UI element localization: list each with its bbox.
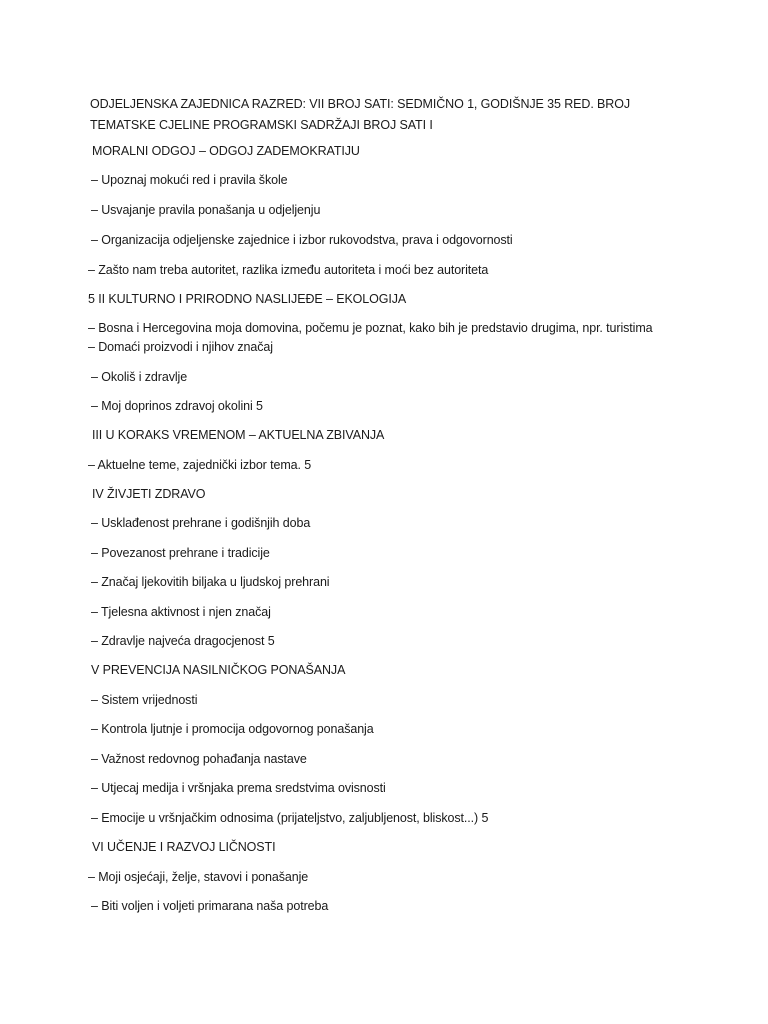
list-item: – Kontrola ljutnje i promocija odgovornog ponašanja xyxy=(91,722,374,736)
section-heading: IV ŽIVJETI ZDRAVO xyxy=(92,487,206,501)
list-item: – Značaj ljekovitih biljaka u ljudskoj prehrani xyxy=(91,575,330,589)
list-item: – Zdravlje najveća dragocjenost 5 xyxy=(91,634,275,648)
list-item: – Zašto nam treba autoritet, razlika između autoriteta i moći bez autoriteta xyxy=(88,263,489,277)
list-item: – Usvajanje pravila ponašanja u odjeljenju xyxy=(91,203,321,217)
list-item: – Moji osjećaji, želje, stavovi i ponašanje xyxy=(88,870,309,884)
list-item: – Organizacija odjeljenske zajednice i izbor rukovodstva, prava i odgovornosti xyxy=(91,233,513,247)
list-item: – Važnost redovnog pohađanja nastave xyxy=(91,752,307,766)
list-item: – Bosna i Hercegovina moja domovina, počemu je poznat, kako bih je predstavio drugima, npr. turistima xyxy=(88,321,653,335)
document-title: ODJELJENSKA ZAJEDNICA RAZRED: VII BROJ SATI: SEDMIČNO 1, GODIŠNJE 35 RED. BROJ TEMATSKE CJELINE PROGRAMSKI SADRŽAJI BROJ SATI I xyxy=(90,97,630,132)
list-item: – Emocije u vršnjačkim odnosima (prijateljstvo, zaljubljenost, bliskost...) 5 xyxy=(91,811,489,825)
list-item: – Utjecaj medija i vršnjaka prema sredstvima ovisnosti xyxy=(91,781,386,795)
list-item: – Biti voljen i voljeti primarana naša potreba xyxy=(91,899,329,913)
list-item: – Tjelesna aktivnost i njen značaj xyxy=(91,605,271,619)
list-item: – Upoznaj mokući red i pravila škole xyxy=(91,173,288,187)
section-heading: V PREVENCIJA NASILNIČKOG PONAŠANJA xyxy=(91,663,346,677)
list-item: – Usklađenost prehrane i godišnjih doba xyxy=(91,516,311,530)
section-heading: 5 II KULTURNO I PRIRODNO NASLIJEĐE – EKOLOGIJA xyxy=(88,292,407,306)
section-heading: III U KORAKS VREMENOM – AKTUELNA ZBIVANJA xyxy=(92,428,385,442)
list-item: – Okoliš i zdravlje xyxy=(91,370,188,384)
section-heading: MORALNI ODGOJ – ODGOJ ZADEMOKRATIJU xyxy=(92,144,360,158)
list-item: – Sistem vrijednosti xyxy=(91,693,198,707)
list-item: – Moj doprinos zdravoj okolini 5 xyxy=(91,399,263,413)
section-heading: VI UČENJE I RAZVOJ LIČNOSTI xyxy=(92,840,276,854)
list-item: – Domaći proizvodi i njihov značaj xyxy=(88,340,273,354)
list-item: – Povezanost prehrane i tradicije xyxy=(91,546,270,560)
list-item: – Aktuelne teme, zajednički izbor tema. 5 xyxy=(88,458,312,472)
